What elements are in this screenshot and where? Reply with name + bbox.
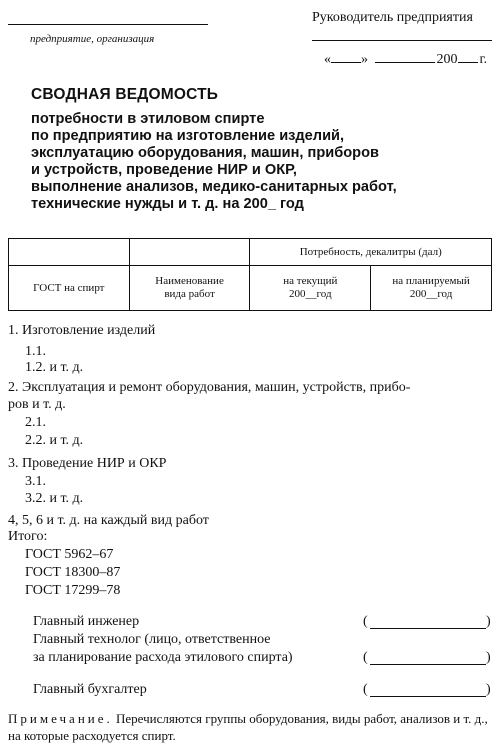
chief-accountant-signature-line bbox=[370, 696, 486, 697]
subtitle-line: технические нужды и т. д. на 200_ год bbox=[31, 196, 304, 212]
chief-engineer-paren-close: ) bbox=[486, 614, 491, 629]
date-day-blank bbox=[331, 50, 361, 63]
section-2: 2. Эксплуатация и ремонт оборудования, машин, устройств, прибо- bbox=[8, 380, 411, 395]
table-header-blank bbox=[129, 239, 250, 266]
table-header-row bbox=[9, 239, 492, 266]
chief-technologist-paren-close: ) bbox=[486, 650, 491, 665]
col-gost: ГОСТ на спирт bbox=[9, 266, 130, 311]
col-work-type bbox=[129, 266, 250, 311]
date-year-suffix: г. bbox=[479, 52, 488, 67]
col-planned-year bbox=[371, 266, 492, 311]
section-1-item: 1.1. bbox=[25, 344, 46, 359]
date-year-prefix: 200 bbox=[436, 52, 458, 67]
subtitle-line: потребности в этиловом спирте bbox=[31, 111, 265, 127]
approver-signature-line bbox=[312, 40, 492, 41]
chief-technologist-paren-open: ( bbox=[363, 650, 368, 665]
chief-accountant-paren-open: ( bbox=[363, 682, 368, 697]
section-2-cont: ров и т. д. bbox=[8, 397, 66, 412]
document-title: СВОДНАЯ ВЕДОМОСТЬ bbox=[31, 86, 219, 103]
col-current-year bbox=[250, 266, 371, 311]
chief-technologist-signature-line bbox=[370, 664, 486, 665]
approval-date bbox=[324, 50, 487, 68]
total-label: Итого: bbox=[8, 529, 48, 544]
gost-item: ГОСТ 17299–78 bbox=[25, 583, 121, 598]
footnote-text: Перечисляются группы оборудования, виды работ, анализов и т. д., на которые расходуется спирт. bbox=[8, 711, 488, 743]
footnote bbox=[8, 710, 492, 744]
requirements-table bbox=[8, 238, 492, 311]
date-quote-close: » bbox=[361, 52, 368, 67]
date-month-blank bbox=[375, 50, 435, 63]
chief-engineer-paren-open: ( bbox=[363, 614, 368, 629]
subtitle-line: эксплуатацию оборудования, машин, приборов bbox=[31, 145, 379, 161]
chief-engineer-signature-line bbox=[370, 628, 486, 629]
col-current-line: 200__год bbox=[289, 288, 332, 300]
section-3-item: 3.2. и т. д. bbox=[25, 491, 84, 506]
section-3: 3. Проведение НИР и ОКР bbox=[8, 456, 167, 471]
section-2-item: 2.1. bbox=[25, 415, 46, 430]
date-year-blank bbox=[458, 50, 478, 63]
date-quote-open: « bbox=[324, 52, 331, 67]
footnote-label: Примечание. bbox=[8, 711, 113, 726]
subtitle-line: и устройств, проведение НИР и ОКР, bbox=[31, 162, 297, 178]
col-planned-line: на планируемый bbox=[392, 275, 470, 287]
table-header-row bbox=[9, 266, 492, 311]
gost-item: ГОСТ 5962–67 bbox=[25, 547, 114, 562]
table-header-blank bbox=[9, 239, 130, 266]
chief-technologist-label: Главный технолог (лицо, ответственное bbox=[33, 632, 271, 647]
table-group-header: Потребность, декалитры (дал) bbox=[250, 239, 492, 266]
section-1-item: 1.2. и т. д. bbox=[25, 360, 84, 375]
section-3-item: 3.1. bbox=[25, 474, 46, 489]
col-planned-line: 200__год bbox=[409, 288, 453, 300]
subtitle-line: выполнение анализов, медико-санитарных работ, bbox=[31, 179, 397, 195]
gost-item: ГОСТ 18300–87 bbox=[25, 565, 121, 580]
approver-title: Руководитель предприятия bbox=[312, 10, 473, 25]
organization-name-line bbox=[8, 24, 208, 25]
chief-engineer-label: Главный инженер bbox=[33, 614, 140, 629]
document-subtitle bbox=[31, 111, 397, 213]
col-work-type-line: Наименование bbox=[155, 275, 224, 287]
col-work-type-line: вида работ bbox=[164, 288, 215, 300]
organization-caption: предприятие, организация bbox=[30, 33, 155, 45]
section-4: 4, 5, 6 и т. д. на каждый вид работ bbox=[8, 513, 209, 528]
subtitle-line: по предприятию на изготовление изделий, bbox=[31, 128, 345, 144]
section-2-item: 2.2. и т. д. bbox=[25, 433, 84, 448]
chief-accountant-label: Главный бухгалтер bbox=[33, 682, 147, 697]
chief-accountant-paren-close: ) bbox=[486, 682, 491, 697]
col-current-line: на текущий bbox=[283, 275, 338, 287]
section-1: 1. Изготовление изделий bbox=[8, 323, 156, 338]
chief-technologist-label-cont: за планирование расхода этилового спирта) bbox=[33, 650, 293, 665]
